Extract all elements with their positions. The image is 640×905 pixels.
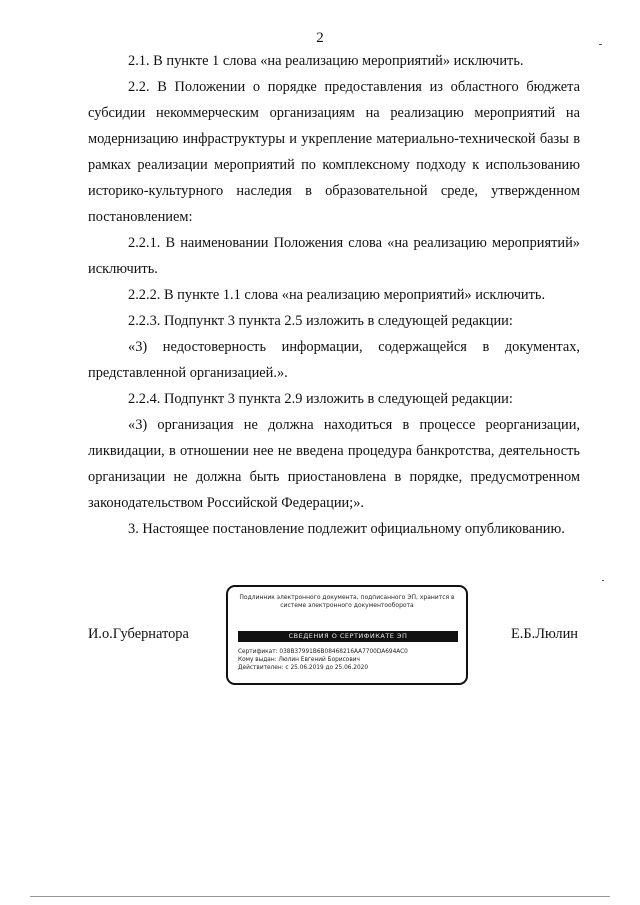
stamp-header: СВЕДЕНИЯ О СЕРТИФИКАТЕ ЭП	[238, 631, 458, 642]
quote-2-5: «3) недостоверность информации, содержащейся в документах, представленной организацией.».	[88, 339, 580, 381]
scan-mark	[602, 580, 604, 581]
signatory-name: Е.Б.Люлин	[511, 626, 578, 642]
paragraph-2-1: 2.1. В пункте 1 слова «на реализацию мероприятий» исключить.	[128, 53, 524, 69]
paragraph-2-2-4: 2.2.4. Подпункт 3 пункта 2.9 изложить в следующей редакции:	[128, 391, 513, 407]
scan-mark	[599, 44, 602, 45]
paragraph-2-2-1: 2.2.1. В наименовании Положения слова «на реализацию мероприятий» исключить.	[88, 235, 580, 277]
quote-2-9: «3) организация не должна находиться в процессе реорганизации, ликвидации, в отношении нее не введена процедура банкротства, деятельность организации не должна быть приостановлена в порядке, предусмотренном законодательством Российской Федерации;».	[88, 417, 580, 511]
paragraph-2-2: 2.2. В Положении о порядке предоставления из областного бюджета субсидии некоммерческим организациям на реализацию мероприятий на модернизацию инфраструктуры и укрепление материально-технической базы в рамках реализации мероприятий по комплексному подходу к использованию историко-культурного наследия в образовательной среде, утвержденном постановлением:	[88, 79, 580, 225]
scan-edge-line	[30, 896, 610, 897]
signatory-position: И.о.Губернатора	[88, 626, 189, 642]
document-body	[88, 48, 580, 542]
stamp-certificate: Сертификат: 038B37991B6B08468216AA7700DA694AC0	[238, 649, 408, 655]
page-number: 2	[316, 30, 324, 46]
paragraph-2-2-3: 2.2.3. Подпункт 3 пункта 2.5 изложить в следующей редакции:	[128, 313, 513, 329]
stamp-notice: Подлинник электронного документа, подписанного ЭП, хранится в системе электронного документооборота	[239, 594, 455, 609]
stamp-valid: Действителен: с 25.06.2019 до 25.06.2020	[238, 665, 369, 671]
stamp-details	[238, 648, 408, 672]
paragraph-2-2-2: 2.2.2. В пункте 1.1 слова «на реализацию мероприятий» исключить.	[128, 287, 546, 303]
electronic-signature-stamp	[226, 585, 468, 685]
paragraph-3: 3. Настоящее постановление подлежит официальному опубликованию.	[128, 521, 565, 537]
stamp-issued-to: Кому выдан: Люлин Евгений Борисович	[238, 657, 360, 663]
